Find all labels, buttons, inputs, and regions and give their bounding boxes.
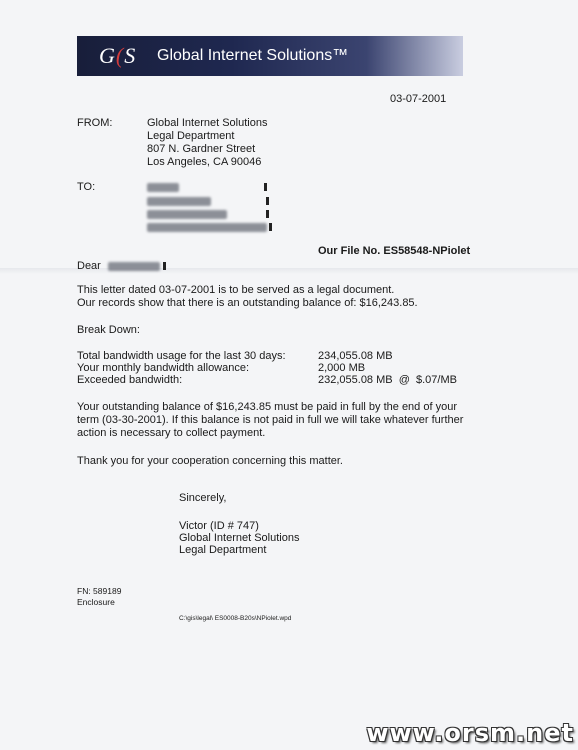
breakdown-label: Break Down: [77,324,140,336]
redacted-street [147,210,227,219]
body-paragraph: term (03-30-2001). If this balance is not paid in full we will take whatever further [77,414,464,426]
letterhead-banner [77,36,463,76]
body-paragraph: This letter dated 03-07-2001 is to be served as a legal document. [77,284,395,296]
letter-date: 03-07-2001 [390,93,447,105]
redaction-mark [266,210,269,218]
company-name: Global Internet Solutions™ [157,47,349,64]
file-reference: FN: 589189 [77,586,122,596]
redaction-mark [266,197,269,205]
body-paragraph: action is necessary to collect payment. [77,427,266,439]
redacted-name [147,183,179,192]
body-paragraph: Thank you for your cooperation concerning this matter. [77,455,343,467]
breakdown-row-value: 232,055.08 MB @ $.07/MB [318,374,457,386]
signature-line: Global Internet Solutions [179,532,300,544]
redaction-mark [269,223,272,231]
closing-sincerely: Sincerely, [179,492,227,504]
breakdown-row-value: 2,000 MB [318,362,366,374]
signature-line: Victor (ID # 747) [179,520,259,532]
enclosure-note: Enclosure [77,597,115,607]
breakdown-row-label: Exceeded bandwidth: [77,374,183,386]
breakdown-row-label: Your monthly bandwidth allowance: [77,362,250,374]
breakdown-row-value: 234,055.08 MB [318,350,393,362]
from-line: Los Angeles, CA 90046 [147,156,262,168]
to-label: TO: [77,181,96,193]
body-paragraph: Our records show that there is an outstanding balance of: $16,243.85. [77,297,418,309]
body-paragraph: Your outstanding balance of $16,243.85 must be paid in full by the end of your [77,401,457,413]
from-label: FROM: [77,117,113,129]
breakdown-row-label: Total bandwidth usage for the last 30 days: [77,350,286,362]
redacted-recipient [108,262,160,271]
document-path: C:\gis\legal\ ES0008-B20s\NPiolet.wpd [179,615,292,622]
company-logo: G(S [99,43,137,68]
redacted-email [147,197,211,206]
redacted-city [147,223,267,232]
signature-line: Legal Department [179,544,267,556]
from-line: 807 N. Gardner Street [147,143,256,155]
file-number: Our File No. ES58548-NPiolet [318,245,471,257]
watermark: www.orsm.net [366,719,574,747]
redaction-mark [163,262,166,270]
redaction-mark [264,183,267,191]
from-line: Global Internet Solutions [147,117,268,129]
from-line: Legal Department [147,130,235,142]
salutation: Dear [77,260,101,272]
